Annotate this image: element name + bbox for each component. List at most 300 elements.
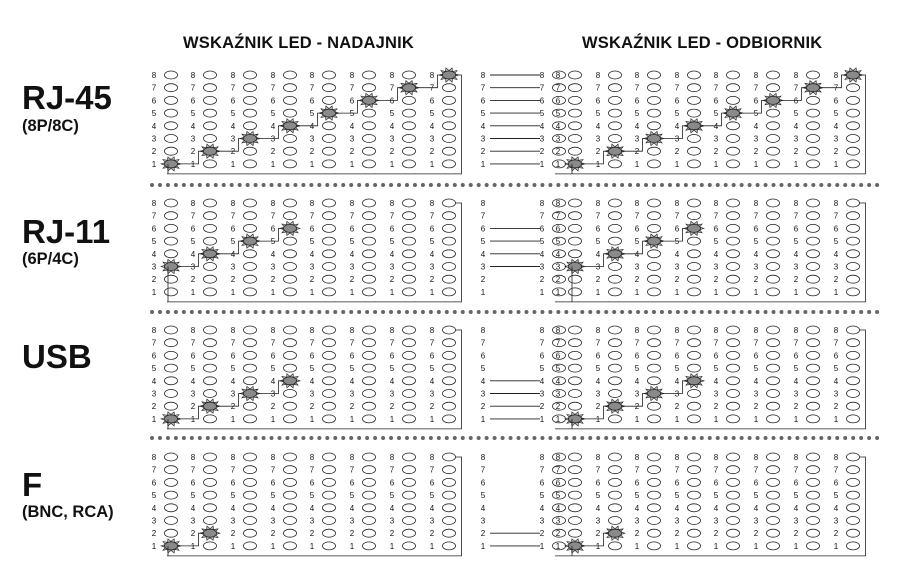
pin-number: 8: [595, 453, 601, 462]
led: [569, 122, 582, 130]
receiver-header: WSKAŹNIK LED - ODBIORNIK: [582, 34, 823, 52]
led: [244, 263, 257, 271]
pin-number: 2: [595, 147, 601, 157]
led: [363, 147, 376, 155]
led: [648, 71, 661, 79]
led: [609, 517, 622, 525]
pin-number: 7: [539, 211, 545, 221]
pin-number: 1: [349, 414, 355, 424]
pin-number: 4: [539, 121, 545, 131]
led: [648, 326, 661, 334]
pin-number: 6: [151, 478, 157, 488]
led: [403, 263, 416, 271]
lit-led: [609, 147, 622, 155]
pin-number: 1: [151, 159, 157, 169]
pin-number: 3: [389, 516, 395, 526]
led: [767, 288, 780, 296]
pin-number: 6: [270, 96, 276, 106]
led: [284, 275, 297, 283]
lit-led: [244, 135, 257, 143]
led: [847, 109, 860, 117]
led: [244, 466, 257, 474]
led: [847, 263, 860, 271]
pin-number: 6: [674, 224, 680, 234]
wire-pin-number: 1: [480, 287, 486, 297]
pin-number: 1: [555, 541, 561, 551]
pin-number: 5: [713, 491, 719, 501]
pin-number: 7: [539, 338, 545, 348]
pin-number: 1: [270, 159, 276, 169]
led: [284, 160, 297, 168]
pin-number: 1: [753, 287, 759, 297]
led: [165, 135, 178, 143]
pin-number: 2: [389, 275, 395, 285]
led: [165, 402, 178, 410]
pin-number: 8: [555, 453, 561, 462]
pin-number: 1: [151, 287, 157, 297]
led: [767, 364, 780, 372]
pin-number: 4: [555, 121, 561, 131]
led: [569, 84, 582, 92]
pin-number: 7: [429, 465, 435, 475]
led: [767, 491, 780, 499]
led: [807, 212, 820, 220]
led: [244, 504, 257, 512]
pin-number: 1: [270, 287, 276, 297]
led: [847, 275, 860, 283]
led: [648, 199, 661, 207]
pin-number: 1: [190, 541, 196, 551]
pin-number: 8: [555, 326, 561, 335]
wire-pin-number: 5: [480, 491, 486, 501]
pin-number: 8: [753, 453, 759, 462]
led: [807, 529, 820, 537]
pin-number: 3: [309, 389, 315, 399]
led: [363, 135, 376, 143]
pin-number: 1: [539, 159, 545, 169]
pin-number: 8: [151, 199, 157, 208]
wire-pin-number: 6: [480, 351, 486, 361]
pin-number: 6: [190, 351, 196, 361]
led: [569, 237, 582, 245]
led: [244, 402, 257, 410]
led: [648, 147, 661, 155]
pin-number: 7: [793, 465, 799, 475]
pin-number: 5: [793, 237, 799, 247]
led: [284, 96, 297, 104]
pin-number: 4: [555, 503, 561, 513]
pin-number: 8: [793, 326, 799, 335]
led: [648, 96, 661, 104]
led: [323, 402, 336, 410]
led: [847, 339, 860, 347]
led: [244, 109, 257, 117]
connection-path: [168, 381, 284, 429]
pin-number: 8: [389, 453, 395, 462]
lit-led: [323, 109, 336, 117]
pin-number: 4: [595, 121, 601, 131]
pin-number: 5: [539, 237, 545, 247]
led: [688, 96, 701, 104]
led: [648, 250, 661, 258]
connection-path: [572, 228, 688, 302]
led: [569, 478, 582, 486]
pin-number: 6: [389, 351, 395, 361]
pin-number: 6: [309, 351, 315, 361]
led: [443, 517, 456, 525]
pin-number: 6: [595, 478, 601, 488]
pin-number: 8: [674, 453, 680, 462]
pin-number: 7: [309, 83, 315, 93]
pin-number: 8: [429, 71, 435, 80]
pin-number: 7: [595, 211, 601, 221]
pin-number: 2: [634, 275, 640, 285]
pin-number: 2: [151, 147, 157, 157]
led: [648, 224, 661, 232]
led: [284, 478, 297, 486]
pin-number: 8: [151, 71, 157, 80]
led: [363, 275, 376, 283]
pin-number: 4: [555, 249, 561, 259]
pin-number: 4: [429, 503, 435, 513]
pin-number: 2: [151, 275, 157, 285]
led: [569, 147, 582, 155]
pin-number: 7: [595, 83, 601, 93]
led: [323, 491, 336, 499]
pin-number: 5: [230, 237, 236, 247]
pin-number: 3: [833, 262, 839, 272]
pin-number: 7: [555, 465, 561, 475]
led: [569, 466, 582, 474]
led: [727, 415, 740, 423]
pin-number: 5: [151, 109, 157, 119]
pin-number: 8: [713, 199, 719, 208]
pin-number: 8: [309, 71, 315, 80]
led: [648, 478, 661, 486]
led: [648, 377, 661, 385]
led: [688, 237, 701, 245]
pin-number: 8: [389, 71, 395, 80]
pin-number: 3: [539, 389, 545, 399]
pin-number: 2: [230, 147, 236, 157]
pin-number: 5: [309, 109, 315, 119]
led: [204, 288, 217, 296]
led: [363, 339, 376, 347]
led: [847, 288, 860, 296]
pin-number: 6: [833, 478, 839, 488]
pin-number: 7: [539, 83, 545, 93]
lit-led: [569, 160, 582, 168]
pin-number: 6: [389, 96, 395, 106]
pin-number: 5: [793, 364, 799, 374]
led: [204, 212, 217, 220]
pin-number: 6: [793, 96, 799, 106]
led: [648, 402, 661, 410]
pin-number: 3: [151, 516, 157, 526]
led: [284, 504, 297, 512]
led: [443, 504, 456, 512]
pin-number: 8: [270, 453, 276, 462]
led: [648, 491, 661, 499]
pin-number: 6: [539, 224, 545, 234]
pin-number: 4: [674, 249, 680, 259]
led: [688, 326, 701, 334]
led: [727, 199, 740, 207]
pin-number: 5: [555, 109, 561, 119]
led: [323, 199, 336, 207]
led: [688, 275, 701, 283]
led: [363, 351, 376, 359]
pin-number: 4: [190, 249, 196, 259]
pin-number: 5: [429, 237, 435, 247]
pin-number: 4: [190, 503, 196, 513]
lit-led: [569, 415, 582, 423]
led: [648, 542, 661, 550]
pin-number: 5: [389, 491, 395, 501]
led: [767, 224, 780, 232]
led: [165, 224, 178, 232]
led: [648, 466, 661, 474]
pin-number: 3: [349, 262, 355, 272]
led: [688, 212, 701, 220]
pin-number: 6: [349, 478, 355, 488]
pin-number: 6: [539, 351, 545, 361]
pin-number: 8: [539, 326, 545, 335]
led: [609, 390, 622, 398]
led: [363, 491, 376, 499]
pin-number: 8: [309, 326, 315, 335]
pin-number: 5: [349, 109, 355, 119]
pin-number: 6: [151, 96, 157, 106]
pin-number: 8: [634, 326, 640, 335]
center-wires: [481, 71, 540, 169]
led: [767, 466, 780, 474]
pin-number: 1: [151, 541, 157, 551]
pin-number: 4: [753, 249, 759, 259]
pin-number: 6: [151, 224, 157, 234]
pin-number: 4: [151, 121, 157, 131]
led: [807, 351, 820, 359]
led: [847, 517, 860, 525]
pin-number: 2: [753, 275, 759, 285]
pin-number: 6: [555, 478, 561, 488]
pin-number: 2: [753, 402, 759, 412]
led: [323, 326, 336, 334]
pin-number: 8: [349, 71, 355, 80]
pin-number: 7: [429, 211, 435, 221]
wire-pin-number: 3: [480, 134, 486, 144]
connector-f-name: F: [22, 466, 43, 503]
pin-number: 3: [270, 262, 276, 272]
pin-number: 2: [389, 147, 395, 157]
pin-number: 2: [270, 147, 276, 157]
pin-number: 6: [793, 351, 799, 361]
pin-number: 6: [595, 351, 601, 361]
pin-number: 2: [429, 402, 435, 412]
led: [688, 84, 701, 92]
led: [165, 364, 178, 372]
pin-number: 1: [713, 414, 719, 424]
led: [648, 517, 661, 525]
pin-number: 4: [793, 503, 799, 513]
connector-rj45-name: RJ-45: [22, 79, 112, 116]
led: [609, 96, 622, 104]
led: [323, 263, 336, 271]
center-wires: [481, 326, 540, 424]
led: [244, 517, 257, 525]
pin-number: 5: [753, 109, 759, 119]
led: [847, 250, 860, 258]
pin-number: 4: [833, 503, 839, 513]
led: [165, 250, 178, 258]
led: [403, 199, 416, 207]
pin-number: 5: [753, 491, 759, 501]
pin-number: 4: [230, 503, 236, 513]
led: [847, 466, 860, 474]
led: [284, 147, 297, 155]
pin-number: 5: [349, 237, 355, 247]
led: [727, 504, 740, 512]
pin-number: 5: [429, 491, 435, 501]
pin-number: 7: [389, 83, 395, 93]
pin-number: 4: [713, 503, 719, 513]
led: [767, 212, 780, 220]
led: [807, 109, 820, 117]
led: [323, 390, 336, 398]
pin-number: 7: [793, 83, 799, 93]
wire-pin-number: 3: [480, 516, 486, 526]
pin-number: 4: [539, 376, 545, 386]
pin-number: 5: [634, 491, 640, 501]
led: [727, 402, 740, 410]
lit-led: [284, 122, 297, 130]
led: [204, 96, 217, 104]
led: [767, 453, 780, 461]
led: [727, 491, 740, 499]
pin-number: 5: [270, 364, 276, 374]
pin-number: 3: [190, 516, 196, 526]
pin-number: 4: [793, 376, 799, 386]
led: [165, 71, 178, 79]
pin-number: 2: [793, 529, 799, 539]
pin-number: 7: [833, 338, 839, 348]
connector-rj11-subtitle: (6P/4C): [22, 250, 79, 268]
pin-number: 2: [555, 275, 561, 285]
pin-number: 6: [833, 224, 839, 234]
pin-number: 4: [349, 503, 355, 513]
led: [284, 491, 297, 499]
wire-pin-number: 8: [480, 453, 486, 462]
pin-number: 6: [230, 224, 236, 234]
lit-led: [165, 542, 178, 550]
wire-pin-number: 7: [480, 465, 486, 475]
pin-number: 5: [833, 237, 839, 247]
led: [609, 415, 622, 423]
pin-number: 3: [270, 516, 276, 526]
led: [648, 122, 661, 130]
pin-number: 5: [349, 364, 355, 374]
pin-number: 6: [674, 351, 680, 361]
wire-pin-number: 5: [480, 109, 486, 119]
pin-number: 7: [309, 211, 315, 221]
pin-number: 4: [429, 376, 435, 386]
pin-number: 4: [429, 121, 435, 131]
led: [609, 364, 622, 372]
led: [609, 237, 622, 245]
pin-number: 3: [190, 262, 196, 272]
pin-number: 8: [634, 71, 640, 80]
led: [244, 250, 257, 258]
led: [363, 212, 376, 220]
pin-number: 1: [634, 287, 640, 297]
led: [165, 199, 178, 207]
led: [403, 135, 416, 143]
pin-number: 3: [309, 134, 315, 144]
led: [165, 147, 178, 155]
led: [569, 529, 582, 537]
led: [727, 364, 740, 372]
connector-rj45-subtitle: (8P/8C): [22, 117, 79, 135]
pin-number: 5: [674, 109, 680, 119]
pin-number: 2: [389, 402, 395, 412]
pin-number: 1: [674, 414, 680, 424]
led: [767, 71, 780, 79]
led: [569, 364, 582, 372]
pin-number: 5: [713, 109, 719, 119]
led: [807, 415, 820, 423]
pin-number: 2: [349, 529, 355, 539]
pin-number: 6: [349, 351, 355, 361]
lit-led: [609, 250, 622, 258]
led: [403, 71, 416, 79]
pin-number: 2: [309, 529, 315, 539]
led: [323, 504, 336, 512]
pin-number: 8: [539, 453, 545, 462]
pin-number: 3: [539, 134, 545, 144]
led: [569, 402, 582, 410]
led: [244, 364, 257, 372]
led: [443, 390, 456, 398]
pin-number: 3: [793, 516, 799, 526]
led: [648, 504, 661, 512]
pin-number: 1: [539, 287, 545, 297]
pin-number: 3: [230, 262, 236, 272]
led: [847, 212, 860, 220]
led: [443, 351, 456, 359]
led: [688, 339, 701, 347]
led: [323, 160, 336, 168]
pin-number: 7: [674, 211, 680, 221]
led: [165, 339, 178, 347]
led: [648, 84, 661, 92]
pin-number: 8: [349, 199, 355, 208]
pin-number: 1: [190, 287, 196, 297]
pin-number: 3: [389, 134, 395, 144]
led: [727, 390, 740, 398]
led: [688, 147, 701, 155]
pin-number: 7: [309, 338, 315, 348]
led: [688, 402, 701, 410]
pin-number: 3: [753, 134, 759, 144]
led: [323, 377, 336, 385]
lit-led: [609, 402, 622, 410]
led: [323, 453, 336, 461]
led: [403, 160, 416, 168]
wire-pin-number: 7: [480, 211, 486, 221]
pin-number: 1: [190, 414, 196, 424]
led: [204, 224, 217, 232]
pin-number: 6: [713, 224, 719, 234]
